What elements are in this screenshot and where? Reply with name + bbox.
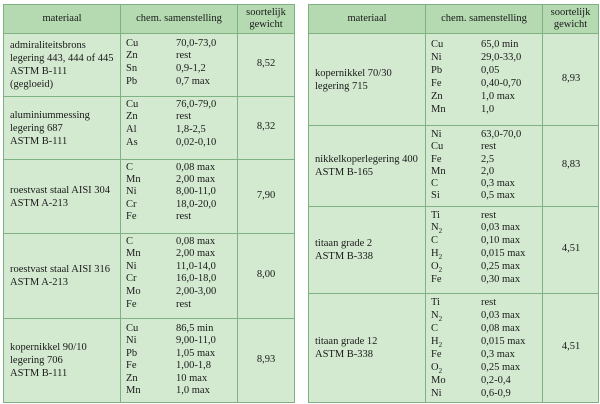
element-value: 0,3 max: [481, 178, 515, 189]
element-symbol: C: [126, 162, 134, 173]
element-symbol: Fe: [431, 154, 442, 165]
element-symbol: Cu: [126, 323, 139, 334]
element-symbol: Al: [126, 124, 137, 135]
right-table-header: [309, 5, 598, 34]
element-symbol: Mn: [126, 174, 141, 185]
element-value: rest: [481, 210, 497, 221]
element-symbol: Fe: [126, 299, 137, 310]
header-gravity-line2: gewicht: [249, 19, 283, 30]
material-line: admiraliteitsbrons: [10, 40, 86, 51]
element-subscript: 2: [438, 227, 443, 235]
material-name: [315, 335, 377, 361]
left-table-header: [4, 5, 294, 34]
element-subscript: 2: [438, 367, 443, 375]
composition-entry: [431, 104, 539, 116]
composition-entry: [431, 235, 539, 247]
element-symbol: C: [431, 235, 439, 246]
composition-entry: [431, 222, 539, 234]
material-line: kopernikkel 90/10: [10, 342, 87, 353]
specific-gravity: 8,32: [256, 121, 276, 132]
header-gravity-line1: soortelijk: [246, 7, 286, 18]
element-value: 0,02-0,10: [176, 137, 217, 148]
element-symbol: C: [431, 323, 439, 334]
composition-entry: [126, 261, 234, 273]
element-symbol: Cr: [126, 199, 137, 210]
composition-entry: [126, 174, 234, 186]
composition-entry: [431, 274, 539, 286]
element-value: 0,2-0,4: [481, 375, 511, 386]
table-row: [4, 319, 294, 402]
element-value: 8,00-11,0: [176, 186, 216, 197]
element-symbol: $O_2$: [431, 362, 443, 375]
material-name: [10, 263, 110, 289]
table-row: [309, 207, 598, 294]
specific-gravity: 8,93: [561, 73, 581, 84]
element-value: 11,0-14,0: [176, 261, 216, 272]
element-value: 76,0-79,0: [176, 99, 217, 110]
table-row: [309, 34, 598, 126]
material-name: [10, 341, 87, 380]
element-symbol: Cu: [126, 99, 139, 110]
element-symbol: As: [126, 137, 138, 148]
composition-entry: [126, 99, 234, 111]
element-symbol: Mn: [126, 385, 141, 396]
composition-entry: [431, 190, 539, 202]
right-table: [308, 4, 599, 403]
table-row: [309, 126, 598, 207]
header-gravity: [543, 7, 598, 31]
element-symbol: Zn: [431, 91, 443, 102]
element-value: 0,5 max: [481, 190, 515, 201]
element-value: 0,08 max: [176, 236, 216, 247]
table-row: [4, 34, 294, 97]
composition-entry: [431, 310, 539, 322]
composition-entry: [431, 323, 539, 335]
material-name: [315, 67, 392, 93]
element-symbol: $H_2$: [431, 336, 443, 349]
composition-entry: [126, 373, 234, 385]
material-line: ASTM A-213: [10, 277, 69, 288]
header-material: materiaal: [347, 13, 387, 24]
element-value: 0,7 max: [176, 76, 210, 87]
composition-entry: [431, 166, 539, 178]
material-line: legering 706: [10, 355, 63, 366]
element-value: 0,30 max: [481, 274, 521, 285]
element-symbol: Cr: [126, 273, 137, 284]
composition-entry: [126, 50, 234, 62]
element-symbol: Mn: [126, 248, 141, 259]
composition-entry: [431, 39, 539, 51]
composition-entry: [431, 210, 539, 222]
composition-entry: [431, 375, 539, 387]
element-symbol: Fe: [431, 274, 442, 285]
material-name: [10, 39, 114, 91]
element-symbol: C: [126, 236, 134, 247]
element-value: 1,0 max: [481, 91, 515, 102]
element-symbol: Fe: [431, 349, 442, 360]
element-value: 0,40-0,70: [481, 78, 522, 89]
element-symbol: $O_2$: [431, 261, 443, 274]
element-symbol: Zn: [126, 373, 138, 384]
element-value: 2,00 max: [176, 248, 216, 259]
element-symbol: Pb: [126, 348, 138, 359]
composition-entry: [431, 349, 539, 361]
specific-gravity: 7,90: [256, 190, 276, 201]
element-symbol: Ni: [126, 186, 137, 197]
element-value: 70,0-73,0: [176, 38, 217, 49]
element-value: 2,00 max: [176, 174, 216, 185]
element-symbol: $N_2$: [431, 222, 443, 235]
composition-entry: [126, 124, 234, 136]
header-material: materiaal: [42, 13, 82, 24]
element-symbol: Mn: [431, 104, 446, 115]
material-name: [10, 109, 90, 148]
material-line: ASTM B-111: [10, 136, 68, 147]
material-line: ASTM B-338: [315, 349, 374, 360]
composition-entry: [126, 323, 234, 335]
element-symbol: Cu: [431, 141, 444, 152]
material-line: (gegloeid): [10, 79, 54, 90]
element-value: 29,0-33,0: [481, 52, 522, 63]
element-symbol: Ni: [431, 52, 442, 63]
element-subscript: 2: [438, 253, 443, 261]
element-symbol: Ni: [431, 129, 442, 140]
composition-entry: [126, 360, 234, 372]
element-value: 9,00-11,0: [176, 335, 216, 346]
element-symbol: Cu: [126, 38, 139, 49]
element-value: 10 max: [176, 373, 208, 384]
material-line: legering 687: [10, 123, 63, 134]
composition-entry: [431, 362, 539, 374]
element-value: 86,5 min: [176, 323, 214, 334]
composition-entry: [126, 199, 234, 211]
element-symbol: Ti: [431, 210, 440, 221]
composition-entry: [126, 248, 234, 260]
header-gravity-line2: gewicht: [553, 19, 588, 30]
material-line: titaan grade 12: [315, 336, 378, 347]
composition-entry: [126, 211, 234, 223]
material-line: ASTM B-338: [315, 251, 374, 262]
composition-entry: [431, 65, 539, 77]
element-value: 0,03 max: [481, 222, 521, 233]
element-symbol: Zn: [126, 111, 138, 122]
element-value: rest: [481, 141, 497, 152]
element-value: rest: [176, 299, 192, 310]
composition-entry: [126, 186, 234, 198]
element-value: 65,0 min: [481, 39, 519, 50]
material-line: nikkelkoperlegering 400: [315, 154, 418, 165]
composition-entry: [126, 38, 234, 50]
element-symbol: Ti: [431, 297, 440, 308]
composition-entry: [126, 63, 234, 75]
element-value: 2,00-3,00: [176, 286, 217, 297]
element-symbol: Mo: [126, 286, 141, 297]
header-gravity: [238, 7, 294, 31]
element-subscript: 2: [438, 266, 443, 274]
element-value: 16,0-18,0: [176, 273, 217, 284]
specific-gravity: 4,51: [561, 243, 581, 254]
element-value: rest: [481, 297, 497, 308]
element-value: 0,05: [481, 65, 500, 76]
composition-entry: [126, 76, 234, 88]
left-table: [3, 4, 295, 403]
element-value: 1,8-2,5: [176, 124, 206, 135]
element-value: 1,0: [481, 104, 495, 115]
element-value: 0,10 max: [481, 235, 521, 246]
element-symbol: Si: [431, 190, 440, 201]
material-line: legering 443, 444 of 445: [10, 53, 114, 64]
element-value: 0,015 max: [481, 336, 526, 347]
element-symbol: Fe: [431, 78, 442, 89]
composition-entry: [126, 385, 234, 397]
element-value: rest: [176, 50, 192, 61]
material-line: legering 715: [315, 81, 368, 92]
specific-gravity: 8,00: [256, 269, 276, 280]
composition-entry: [126, 273, 234, 285]
specific-gravity: 8,83: [561, 159, 581, 170]
table-row: [309, 294, 598, 402]
page-gutter: [296, 0, 305, 404]
element-symbol: Sn: [126, 63, 138, 74]
material-line: ASTM A-213: [10, 198, 69, 209]
composition-entry: [431, 388, 539, 400]
composition-entry: [126, 335, 234, 347]
composition-entry: [431, 141, 539, 153]
element-symbol: Fe: [126, 211, 137, 222]
composition-entry: [126, 299, 234, 311]
composition-entry: [431, 336, 539, 348]
element-symbol: Ni: [431, 388, 442, 399]
element-value: 0,6-0,9: [481, 388, 511, 399]
element-value: 0,25 max: [481, 362, 521, 373]
composition-entry: [126, 111, 234, 123]
material-line: roestvast staal AISI 304: [10, 185, 111, 196]
material-line: aluminiummessing: [10, 110, 90, 121]
element-value: 1,05 max: [176, 348, 216, 359]
composition-entry: [126, 236, 234, 248]
composition-entry: [431, 91, 539, 103]
material-line: ASTM B-111: [10, 66, 68, 77]
header-composition: chem. samenstelling: [136, 13, 222, 24]
material-line: kopernikkel 70/30: [315, 68, 392, 79]
element-value: rest: [176, 211, 192, 222]
element-value: 0,08 max: [481, 323, 521, 334]
element-symbol: $H_2$: [431, 248, 443, 261]
element-value: 2,5: [481, 154, 495, 165]
element-symbol: Fe: [126, 360, 137, 371]
element-value: 1,00-1,8: [176, 360, 211, 371]
element-value: 0,03 max: [481, 310, 521, 321]
composition-entry: [431, 261, 539, 273]
element-value: 1,0 max: [176, 385, 210, 396]
element-symbol: C: [431, 178, 439, 189]
table-row: [4, 234, 294, 319]
composition-entry: [431, 154, 539, 166]
element-symbol: Zn: [126, 50, 138, 61]
element-value: 0,9-1,2: [176, 63, 206, 74]
composition-entry: [431, 52, 539, 64]
element-symbol: $N_2$: [431, 310, 443, 323]
table-row: [4, 160, 294, 234]
element-symbol: Mo: [431, 375, 446, 386]
header-gravity-line1: soortelijk: [550, 7, 591, 18]
element-symbol: Ni: [126, 261, 137, 272]
element-value: 0,25 max: [481, 261, 521, 272]
element-symbol: Ni: [126, 335, 137, 346]
element-symbol: Cu: [431, 39, 444, 50]
element-subscript: 2: [438, 341, 443, 349]
element-symbol: Pb: [431, 65, 443, 76]
element-symbol: Pb: [126, 76, 138, 87]
specific-gravity: 8,52: [256, 58, 276, 69]
material-line: ASTM B-165: [315, 167, 374, 178]
material-line: roestvast staal AISI 316: [10, 264, 111, 275]
composition-entry: [431, 248, 539, 260]
composition-entry: [431, 297, 539, 309]
element-value: 0,015 max: [481, 248, 526, 259]
composition-entry: [431, 129, 539, 141]
material-name: [10, 184, 110, 210]
element-value: 0,08 max: [176, 162, 216, 173]
element-subscript: 2: [438, 315, 443, 323]
element-symbol: Mn: [431, 166, 446, 177]
specific-gravity: 8,93: [256, 354, 276, 365]
material-name: [315, 153, 418, 179]
specific-gravity: 4,51: [561, 341, 581, 352]
element-value: rest: [176, 111, 192, 122]
material-name: [315, 237, 373, 263]
composition-entry: [126, 348, 234, 360]
element-value: 63,0-70,0: [481, 129, 522, 140]
element-value: 18,0-20,0: [176, 199, 217, 210]
composition-entry: [126, 162, 234, 174]
table-row: [4, 97, 294, 160]
composition-entry: [126, 137, 234, 149]
composition-entry: [431, 178, 539, 190]
material-line: ASTM B-111: [10, 368, 68, 379]
element-value: 2,0: [481, 166, 495, 177]
composition-entry: [431, 78, 539, 90]
composition-entry: [126, 286, 234, 298]
element-value: 0,3 max: [481, 349, 515, 360]
header-composition: chem. samenstelling: [441, 13, 527, 24]
material-line: titaan grade 2: [315, 238, 373, 249]
